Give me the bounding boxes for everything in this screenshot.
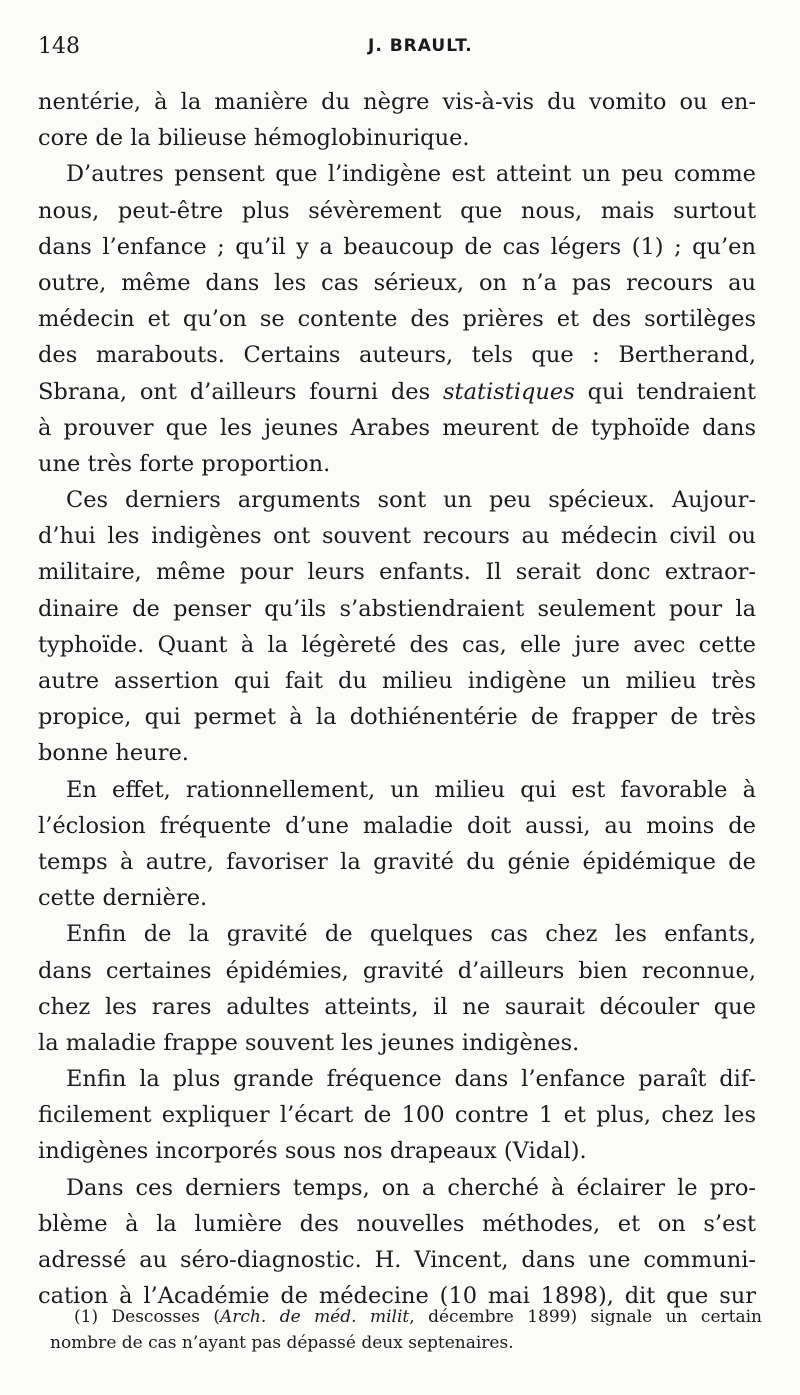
page-number: 148 xyxy=(38,34,80,59)
text-line: à prouver que les jeunes Arabes meurent de typhoïde dans xyxy=(38,414,756,441)
text-fragment: Sbrana, ont d’ailleurs fourni des xyxy=(38,378,443,405)
text-fragment: qui tendraient xyxy=(574,378,756,405)
text-line: blème à la lumière des nouvelles méthodes, et on s’est xyxy=(38,1210,756,1237)
text-line: dans l’enfance ; qu’il y a beaucoup de cas légers (1) ; qu’en xyxy=(38,233,756,260)
text-line: nous, peut-être plus sévèrement que nous, mais surtout xyxy=(38,197,756,224)
text-line: outre, même dans les cas sérieux, on n’a pas recours au xyxy=(38,269,756,296)
text-line: l’éclosion fréquente d’une maladie doit aussi, au moins de xyxy=(38,812,756,839)
text-line: une très forte proportion. xyxy=(38,450,331,477)
text-line: cation à l’Académie de médecine (10 mai 1898), dit que sur xyxy=(38,1283,756,1310)
text-line: Enfin de la gravité de quelques cas chez les enfants, xyxy=(66,921,756,948)
text-line: la maladie frappe souvent les jeunes indigènes. xyxy=(38,1029,580,1056)
text-line: d’hui les indigènes ont souvent recours au médecin civil ou xyxy=(38,523,756,550)
text-line: adressé au séro-diagnostic. H. Vincent, dans une communi- xyxy=(38,1247,756,1273)
text-line: des marabouts. Certains auteurs, tels que : Bertherand, xyxy=(38,342,756,369)
text-line: ficilement expliquer l’écart de 100 contre 1 et plus, chez les xyxy=(38,1102,756,1129)
text-line: militaire, même pour leurs enfants. Il serait donc extraor- xyxy=(38,559,756,586)
text-line: indigènes incorporés sous nos drapeaux (Vidal). xyxy=(38,1138,587,1165)
text-line: typhoïde. Quant à la légèreté des cas, elle jure avec cette xyxy=(38,631,756,658)
text-line: core de la bilieuse hémoglobinurique. xyxy=(38,125,470,152)
text-fragment: (1) Descosses ( xyxy=(74,1307,220,1327)
italic-citation: Arch. de méd. milit xyxy=(219,1307,410,1327)
text-line: bonne heure. xyxy=(38,740,189,767)
text-line: médecin et qu’on se contente des prières et des sortilèges xyxy=(38,306,756,333)
text-line: dinaire de penser qu’ils s’abstiendraient seulement pour la xyxy=(38,595,756,622)
body-text xyxy=(38,84,756,1314)
page-header xyxy=(38,34,754,64)
running-head: J. BRAULT. xyxy=(368,36,473,56)
text-line: D’autres pensent que l’indigène est atteint un peu comme xyxy=(66,161,756,188)
text-line: cette dernière. xyxy=(38,885,208,912)
footnotes xyxy=(50,1304,762,1356)
italic-term: statistiques xyxy=(443,378,575,405)
text-line: chez les rares adultes atteints, il ne saurait découler que xyxy=(38,993,756,1020)
footnote-line xyxy=(50,1304,762,1330)
text-line: En effet, rationnellement, un milieu qui est favorable à xyxy=(66,776,756,803)
text-line: dans certaines épidémies, gravité d’ailleurs bien reconnue, xyxy=(38,957,756,984)
text-fragment: , décembre 1899) signale un certain xyxy=(409,1307,762,1327)
footnote-line: nombre de cas n’ayant pas dépassé deux septenaires. xyxy=(50,1333,514,1353)
text-line: Dans ces derniers temps, on a cherché à éclairer le pro- xyxy=(66,1174,756,1201)
text-line: Ces derniers arguments sont un peu spécieux. Aujour- xyxy=(66,487,756,514)
text-line: nentérie, à la manière du nègre vis-à-vis du vomito ou en- xyxy=(38,89,756,115)
text-line: temps à autre, favoriser la gravité du génie épidémique de xyxy=(38,848,756,875)
text-line: autre assertion qui fait du milieu indigène un milieu très xyxy=(38,668,756,694)
text-line: Enfin la plus grande fréquence dans l’enfance paraît dif- xyxy=(66,1066,756,1093)
text-line: propice, qui permet à la dothiénentérie de frapper de très xyxy=(38,704,756,731)
text-line-statistiques xyxy=(38,374,756,410)
